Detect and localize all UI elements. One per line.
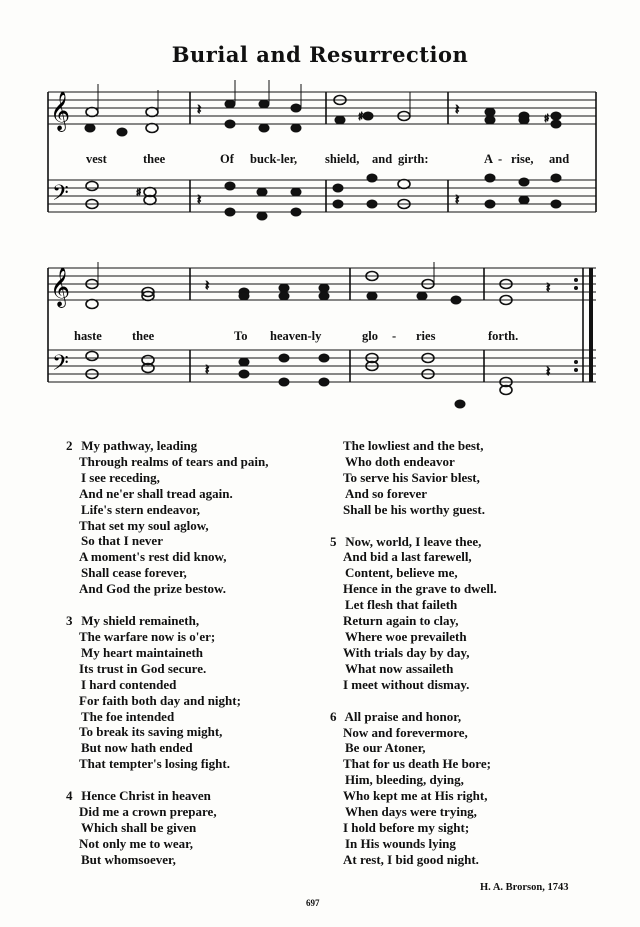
svg-text:𝄽: 𝄽: [197, 192, 202, 208]
verse-line: That for us death He bore;: [343, 756, 491, 772]
lyric-syllable: heaven-ly: [270, 329, 322, 343]
verse-line: And God the prize bestow.: [79, 581, 226, 597]
verse-line: But now hath ended: [81, 740, 193, 756]
verse-line: In His wounds lying: [345, 835, 456, 851]
lyric-syllable: buck-ler,: [250, 152, 298, 166]
lyric-syllable: shield,: [325, 152, 360, 166]
page-number: 697: [306, 898, 320, 908]
svg-text:𝄽: 𝄽: [455, 192, 460, 208]
lyric-syllable: and: [549, 152, 570, 166]
verse-4: [66, 788, 336, 868]
verse-line: My shield remaineth,: [81, 613, 200, 629]
svg-text:♯: ♯: [544, 112, 550, 125]
verse-2: [66, 438, 336, 597]
verse-line: My pathway, leading: [81, 438, 198, 453]
verse-line: Life's stern endeavor,: [81, 501, 201, 517]
verse-line: I hard contended: [81, 676, 177, 692]
verse-number: 6: [330, 708, 337, 724]
verse-line: My heart maintaineth: [81, 644, 204, 660]
lyric-syllable: glo: [362, 329, 378, 343]
verse-line: Now and forevermore,: [343, 724, 468, 740]
verse-line: I hold before my sight;: [343, 819, 470, 835]
verse-number: 5: [330, 533, 337, 549]
svg-text:♯: ♯: [136, 186, 142, 199]
lyric-syllable: girth:: [398, 152, 429, 166]
verse-line: A moment's rest did know,: [79, 549, 227, 565]
verse-line: Hence in the grave to dwell.: [343, 581, 497, 597]
hymn-attribution: H. A. Brorson, 1743: [480, 882, 569, 893]
lyric-syllable: forth.: [488, 329, 519, 343]
verse-line: That tempter's losing fight.: [79, 756, 230, 772]
lyric-syllable: To: [234, 329, 248, 343]
verse-line: The foe intended: [81, 708, 175, 724]
verse-line: Shall be his worthy guest.: [343, 501, 485, 517]
verse-4-continued: [330, 438, 590, 518]
lyric-syllable: -: [392, 329, 397, 343]
lyric-syllable: Of: [220, 152, 234, 166]
verse-line: What now assaileth: [345, 660, 454, 676]
verse-line: Its trust in God secure.: [79, 660, 207, 676]
verse-line: Not only me to wear,: [79, 835, 193, 851]
verse-6: [330, 709, 590, 868]
lyric-syllable: -: [498, 152, 503, 166]
verse-line: Let flesh that faileth: [345, 597, 458, 613]
verse-line: Content, believe me,: [345, 565, 458, 581]
verse-line: And ne'er shall tread again.: [79, 485, 233, 501]
lyric-syllable: haste: [74, 329, 102, 343]
verse-line: I see receding,: [81, 469, 160, 485]
verse-line: Now, world, I leave thee,: [345, 533, 482, 549]
verse-line: And so forever: [345, 485, 428, 501]
verse-number: 4: [66, 788, 73, 804]
verse-line: With trials day by day,: [343, 644, 470, 660]
verse-line: Where woe prevaileth: [345, 628, 467, 644]
bass-clef-icon: 𝄢: [52, 181, 69, 211]
verse-line: Through realms of tears and pain,: [79, 453, 269, 469]
verse-line: Return again to clay,: [343, 613, 459, 629]
verse-number: 2: [66, 438, 73, 453]
lyric-syllable: thee: [132, 329, 155, 343]
verse-line: The lowliest and the best,: [343, 438, 484, 453]
verse-line: The warfare now is o'er;: [79, 628, 216, 644]
verse-line: Who doth endeavor: [345, 453, 455, 469]
lyric-syllable: thee: [143, 152, 166, 166]
svg-text:𝄽: 𝄽: [546, 364, 551, 380]
verse-line: Shall cease forever,: [81, 565, 187, 581]
verse-line: I meet without dismay.: [343, 676, 470, 692]
verse-line: At rest, I bid good night.: [343, 851, 479, 867]
lyric-syllable: ries: [416, 329, 436, 343]
verse-line: All praise and honor,: [344, 708, 462, 724]
svg-text:𝄽: 𝄽: [455, 102, 460, 118]
lyric-syllable: and: [372, 152, 393, 166]
treble-clef-icon: 𝄞: [50, 91, 71, 131]
verse-line: For faith both day and night;: [79, 692, 241, 708]
verse-number: 3: [66, 613, 73, 629]
verses-column-right: [330, 438, 590, 884]
verse-3: [66, 613, 336, 772]
verse-line: Hence Christ in heaven: [81, 788, 211, 804]
verse-line: To serve his Savior blest,: [343, 469, 480, 485]
verses-column-left: [66, 438, 336, 884]
svg-text:𝄽: 𝄽: [205, 278, 210, 294]
svg-text:𝄽: 𝄽: [546, 280, 551, 296]
lyric-syllable: rise,: [511, 152, 534, 166]
lyric-syllable: A: [484, 152, 494, 166]
music-system-2: [0, 0, 640, 420]
verse-line: So that I never: [81, 533, 163, 549]
svg-text:𝄽: 𝄽: [205, 362, 210, 378]
verse-line: But whomsoever,: [81, 851, 176, 867]
bass-clef-icon: 𝄢: [52, 351, 69, 381]
verse-5: [330, 534, 590, 693]
page-title: Burial and Resurrection: [171, 42, 469, 67]
treble-clef-icon: 𝄞: [50, 267, 71, 307]
verse-line: Which shall be given: [81, 819, 197, 835]
svg-text:♯: ♯: [358, 110, 364, 123]
verse-line: When days were trying,: [345, 804, 477, 820]
verse-line: That set my soul aglow,: [79, 517, 209, 533]
verse-line: Him, bleeding, dying,: [345, 772, 464, 788]
svg-text:𝄽: 𝄽: [197, 102, 202, 118]
verse-line: To break its saving might,: [79, 724, 223, 740]
lyric-syllable: vest: [86, 152, 107, 166]
verse-line: Did me a crown prepare,: [79, 804, 217, 820]
verse-line: Who kept me at His right,: [343, 788, 488, 804]
verse-line: Be our Atoner,: [345, 740, 426, 756]
verse-line: And bid a last farewell,: [343, 549, 472, 565]
